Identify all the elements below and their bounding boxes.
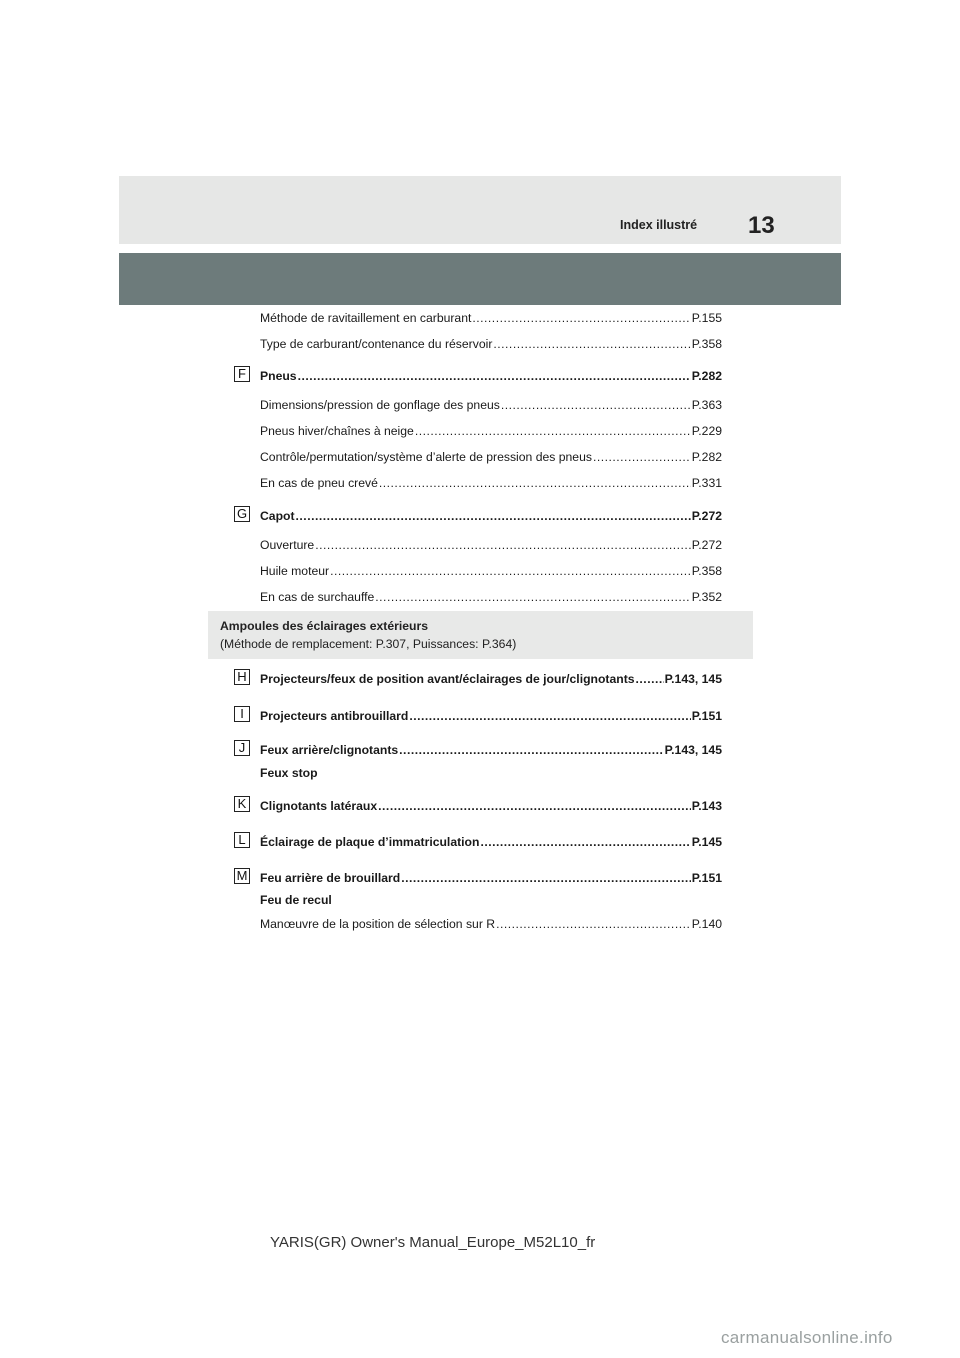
- index-entry-hood[interactable]: [260, 509, 722, 525]
- entry-page-ref: P.145: [691, 835, 722, 849]
- entry-page-ref: P.143: [691, 799, 722, 813]
- callout-letter-l: L: [234, 832, 250, 848]
- entry-page-ref: P.363: [691, 398, 722, 412]
- page-number: 13: [748, 212, 775, 239]
- entry-page-ref: P.358: [691, 564, 722, 578]
- leader-dots: [375, 590, 690, 604]
- entry-label: Huile moteur: [260, 564, 330, 578]
- callout-letter-i: I: [234, 706, 250, 722]
- leader-dots: [401, 871, 691, 885]
- index-entry-reverse-light[interactable]: Feu de recul: [260, 893, 332, 907]
- info-box-subtitle: (Méthode de remplacement: P.307, Puissances: P.364): [220, 637, 517, 651]
- callout-letter-g: G: [234, 506, 250, 522]
- leader-dots: [415, 424, 691, 438]
- index-entry-license-plate-light[interactable]: [260, 835, 722, 851]
- header-band: [119, 176, 841, 244]
- entry-page-ref: P.331: [691, 476, 722, 490]
- index-entry-fuel-type[interactable]: [260, 337, 722, 353]
- entry-label: Projecteurs/feux de position avant/éclairages de jour/clignotants: [260, 672, 635, 686]
- leader-dots: [378, 799, 691, 813]
- index-entry-tires[interactable]: [260, 369, 722, 385]
- leader-dots: [593, 450, 691, 464]
- leader-dots: [636, 672, 664, 686]
- entry-label: Dimensions/pression de gonflage des pneus: [260, 398, 500, 412]
- index-entry-refueling-method[interactable]: [260, 311, 722, 327]
- entry-page-ref: P.140: [691, 917, 722, 931]
- section-title: Index illustré: [620, 218, 698, 232]
- entry-page-ref: P.151: [691, 709, 722, 723]
- entry-label: Ouverture: [260, 538, 315, 552]
- leader-dots: [496, 917, 691, 931]
- entry-label: Capot: [260, 509, 295, 523]
- leader-dots: [379, 476, 691, 490]
- header-dark-band: [119, 253, 841, 305]
- leader-dots: [409, 709, 690, 723]
- entry-page-ref: P.229: [691, 424, 722, 438]
- entry-label: Éclairage de plaque d’immatriculation: [260, 835, 480, 849]
- entry-page-ref: P.272: [691, 538, 722, 552]
- index-entry-winter-tires[interactable]: [260, 424, 722, 440]
- entry-page-ref: P.282: [691, 450, 722, 464]
- index-entry-headlights[interactable]: [260, 672, 722, 688]
- entry-label: En cas de surchauffe: [260, 590, 375, 604]
- entry-page-ref: P.352: [691, 590, 722, 604]
- index-entry-tire-size[interactable]: [260, 398, 722, 414]
- entry-page-ref: P.143, 145: [664, 672, 722, 686]
- leader-dots: [296, 509, 691, 523]
- entry-label: En cas de pneu crevé: [260, 476, 378, 490]
- index-entry-fog-lights[interactable]: [260, 709, 722, 725]
- leader-dots: [298, 369, 691, 383]
- leader-dots: [315, 538, 691, 552]
- leader-dots: [480, 835, 690, 849]
- index-entry-rear-fog-light[interactable]: [260, 871, 722, 887]
- index-entry-overheating[interactable]: [260, 590, 722, 606]
- entry-page-ref: P.143, 145: [664, 743, 722, 757]
- callout-letter-k: K: [234, 796, 250, 812]
- entry-label: Pneus hiver/chaînes à neige: [260, 424, 414, 438]
- index-entry-stop-lights[interactable]: Feux stop: [260, 766, 318, 780]
- info-box-title: Ampoules des éclairages extérieurs: [220, 619, 428, 633]
- index-entry-shift-to-r[interactable]: [260, 917, 722, 933]
- entry-page-ref: P.358: [691, 337, 722, 351]
- leader-dots: [399, 743, 663, 757]
- callout-letter-f: F: [234, 366, 250, 382]
- entry-label: Pneus: [260, 369, 297, 383]
- entry-label: Projecteurs antibrouillard: [260, 709, 409, 723]
- leader-dots: [493, 337, 690, 351]
- entry-label: Contrôle/permutation/système d’alerte de pression des pneus: [260, 450, 592, 464]
- entry-page-ref: P.155: [691, 311, 722, 325]
- entry-label: Méthode de ravitaillement en carburant: [260, 311, 472, 325]
- entry-page-ref: P.151: [691, 871, 722, 885]
- leader-dots: [330, 564, 691, 578]
- exterior-bulbs-info-box: [208, 611, 753, 659]
- leader-dots: [501, 398, 691, 412]
- callout-letter-m: M: [234, 868, 250, 884]
- entry-page-ref: P.272: [691, 509, 722, 523]
- entry-label: Feux arrière/clignotants: [260, 743, 399, 757]
- entry-label: Clignotants latéraux: [260, 799, 378, 813]
- index-entry-opening[interactable]: [260, 538, 722, 554]
- manual-footer: YARIS(GR) Owner's Manual_Europe_M52L10_fr: [270, 1234, 596, 1251]
- leader-dots: [472, 311, 690, 325]
- callout-letter-j: J: [234, 740, 250, 756]
- index-entry-engine-oil[interactable]: [260, 564, 722, 580]
- callout-letter-h: H: [234, 669, 250, 685]
- entry-page-ref: P.282: [691, 369, 722, 383]
- index-entry-rear-lights[interactable]: [260, 743, 722, 759]
- index-entry-tire-pressure-system[interactable]: [260, 450, 722, 466]
- index-entry-flat-tire[interactable]: [260, 476, 722, 492]
- entry-label: Manœuvre de la position de sélection sur R: [260, 917, 496, 931]
- index-entry-side-indicators[interactable]: [260, 799, 722, 815]
- site-watermark: carmanualsonline.info: [721, 1328, 893, 1347]
- entry-label: Type de carburant/contenance du réservoir: [260, 337, 493, 351]
- entry-label: Feu arrière de brouillard: [260, 871, 401, 885]
